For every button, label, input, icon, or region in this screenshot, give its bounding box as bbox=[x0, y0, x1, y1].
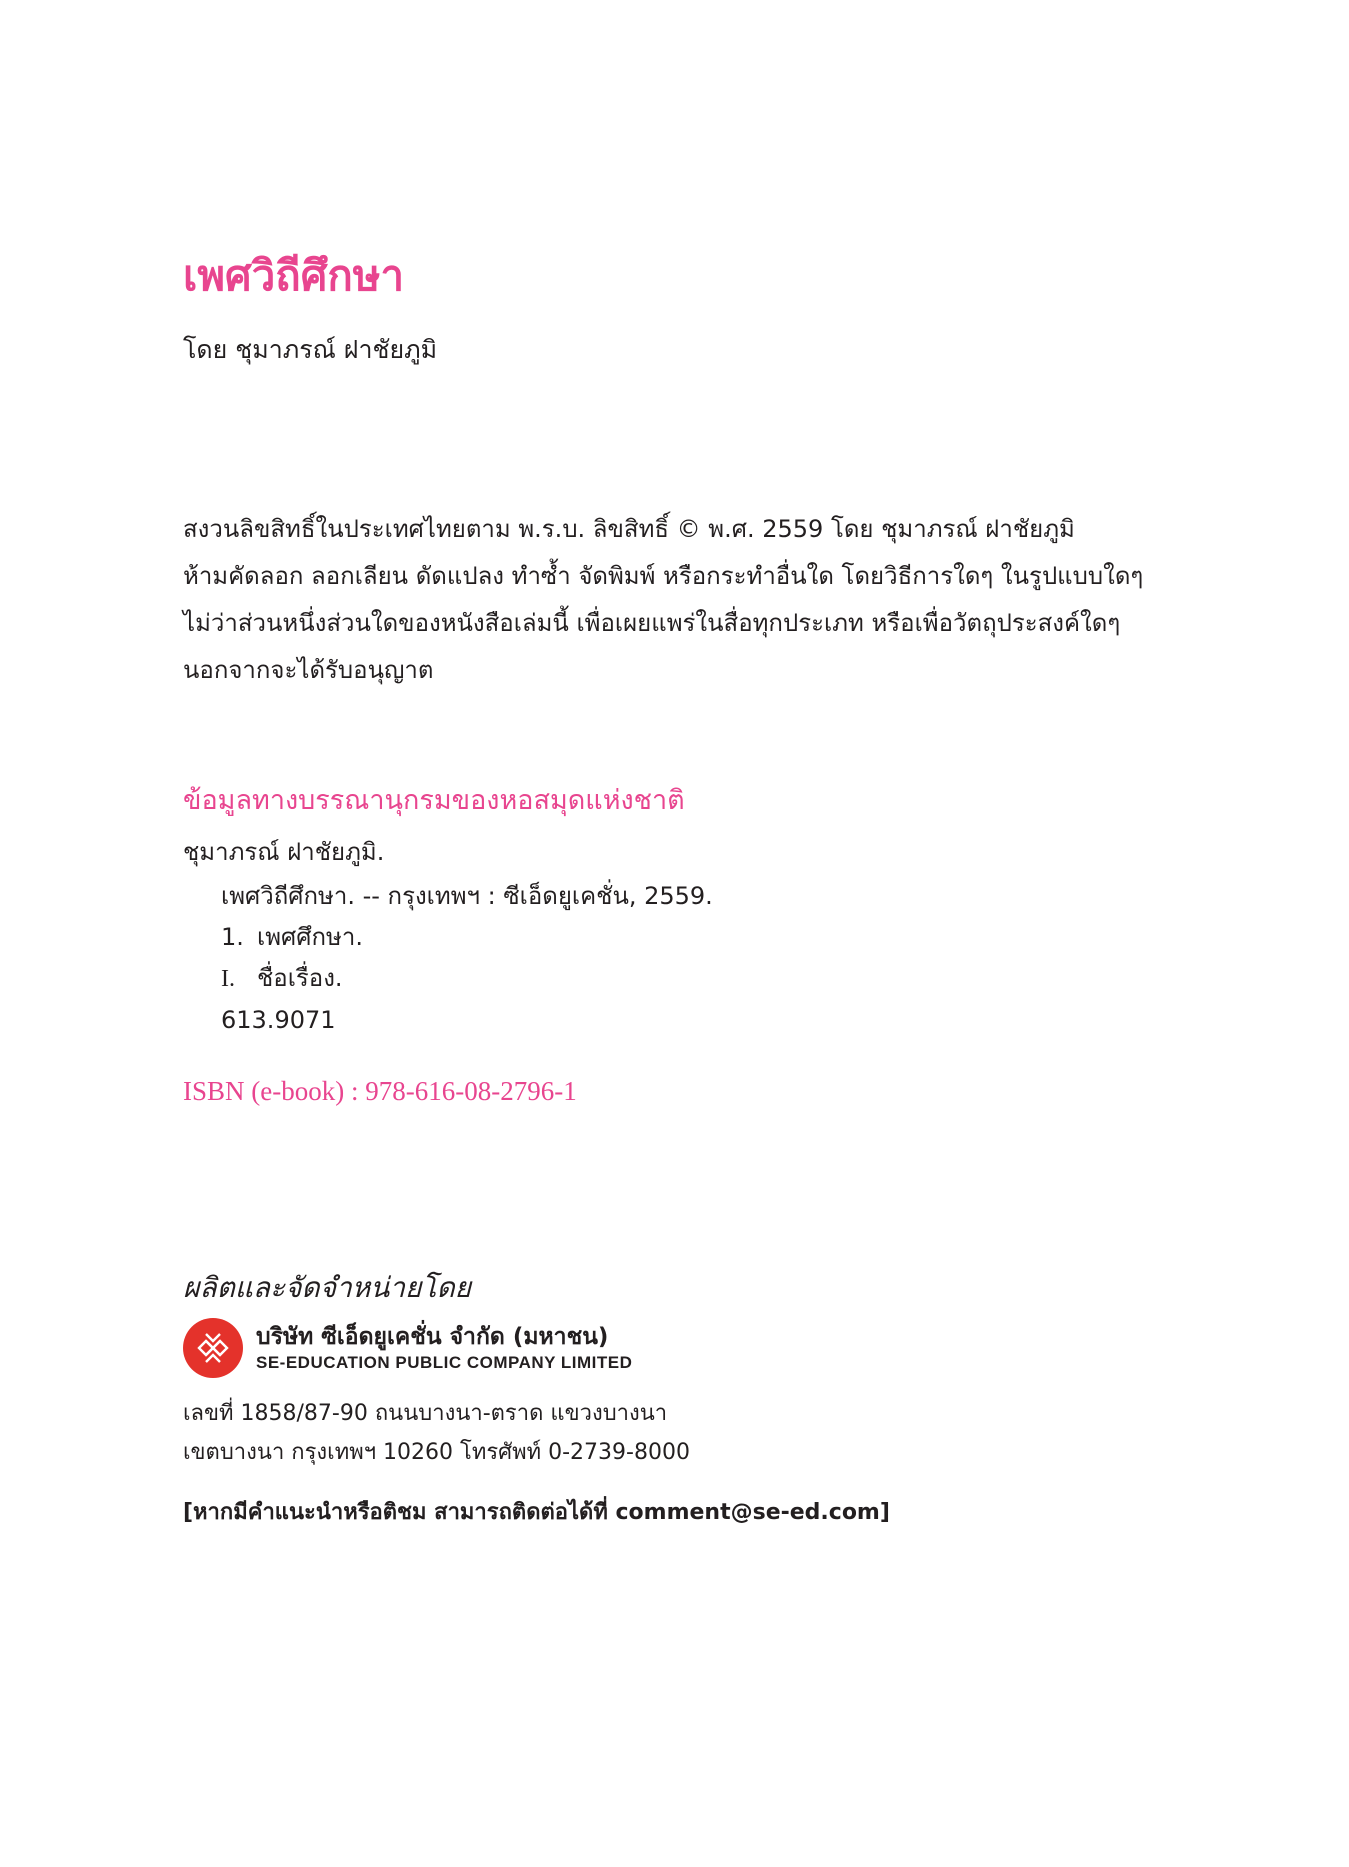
cip-class-number: 613.9071 bbox=[221, 1006, 336, 1034]
publisher-name-en: SE-EDUCATION PUBLIC COMPANY LIMITED bbox=[256, 1353, 633, 1372]
cip-title-row bbox=[221, 958, 713, 1000]
cip-record-block bbox=[221, 876, 713, 1041]
book-author: โดย ชุมาภรณ์ ฝาชัยภูมิ bbox=[183, 335, 438, 364]
cip-subject-number: 1. bbox=[221, 923, 244, 951]
copyright-notice bbox=[183, 506, 1143, 694]
cip-title-number: I. bbox=[221, 966, 235, 992]
copyright-line: สงวนลิขสิทธิ์ในประเทศไทยตาม พ.ร.บ. ลิขสิทธิ์ © พ.ศ. 2559 โดย ชุมาภรณ์ ฝาชัยภูมิ bbox=[183, 515, 1075, 543]
cip-author: ชุมาภรณ์ ฝาชัยภูมิ. bbox=[183, 838, 385, 866]
publisher-address bbox=[183, 1394, 690, 1472]
copyright-line: ห้ามคัดลอก ลอกเลียน ดัดแปลง ทำซ้ำ จัดพิมพ์ หรือกระทำอื่นใด โดยวิธีการใดๆ ในรูปแบบใดๆ bbox=[183, 562, 1144, 590]
publisher-name bbox=[256, 1322, 632, 1374]
cip-subject-row bbox=[221, 917, 713, 958]
publisher-logo bbox=[183, 1318, 632, 1378]
isbn: ISBN (e-book) : 978-616-08-2796-1 bbox=[183, 1076, 577, 1106]
address-line: เขตบางนา กรุงเทพฯ 10260 โทรศัพท์ 0-2739-8000 bbox=[183, 1440, 690, 1465]
cip-heading: ข้อมูลทางบรรณานุกรมของหอสมุดแห่งชาติ bbox=[183, 785, 685, 816]
contact-note: [หากมีคำแนะนำหรือติชม สามารถติดต่อได้ที่ comment@se-ed.com] bbox=[183, 1500, 890, 1525]
cip-subject: เพศศึกษา. bbox=[257, 923, 363, 951]
copyright-line: ไม่ว่าส่วนหนึ่งส่วนใดของหนังสือเล่มนี้ เพื่อเผยแพร่ในสื่อทุกประเภท หรือเพื่อวัตถุประสงค์ใดๆ bbox=[183, 609, 1121, 637]
distributed-by-label: ผลิตและจัดจำหน่ายโดย bbox=[183, 1271, 472, 1304]
publisher-name-th: บริษัท ซีเอ็ดยูเคชั่น จำกัด (มหาชน) bbox=[256, 1324, 609, 1350]
se-ed-logo-icon bbox=[183, 1318, 243, 1378]
cip-record: เพศวิถีศึกษา. -- กรุงเทพฯ : ซีเอ็ดยูเคชั่น, 2559. bbox=[221, 882, 713, 910]
address-line: เลขที่ 1858/87-90 ถนนบางนา-ตราด แขวงบางนา bbox=[183, 1401, 668, 1426]
book-title: เพศวิถีศึกษา bbox=[183, 251, 405, 300]
copyright-line: นอกจากจะได้รับอนุญาต bbox=[183, 656, 434, 684]
se-ed-logo-mark bbox=[195, 1330, 231, 1366]
cip-title-entry: ชื่อเรื่อง. bbox=[257, 964, 343, 992]
